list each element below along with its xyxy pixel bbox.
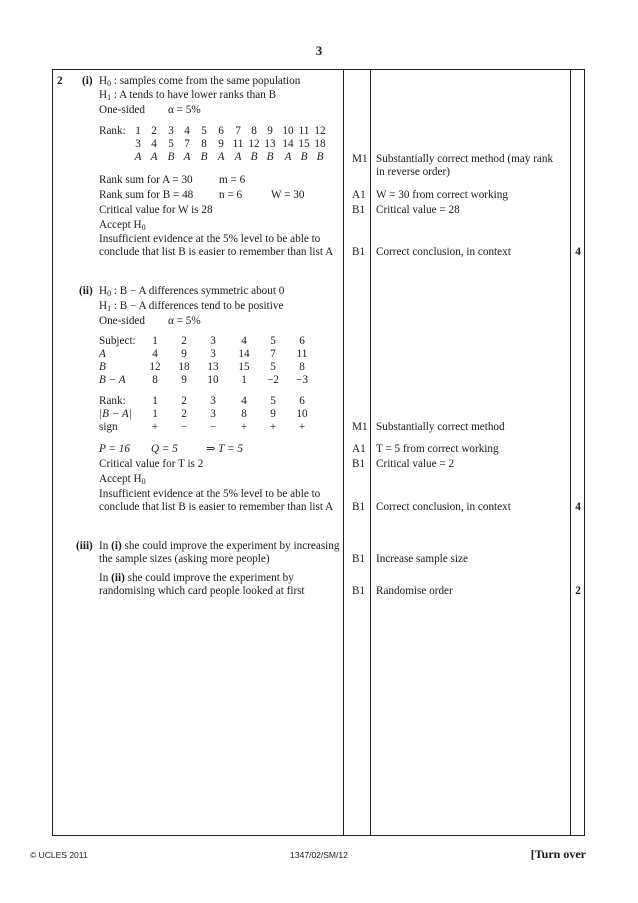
rank-cell: 7 — [235, 125, 241, 137]
part-i-mark-1: M1 — [352, 153, 368, 165]
rank-cell: 12 — [248, 138, 260, 150]
abs-difference-cell: 2 — [181, 408, 187, 420]
sign-cell: + — [269, 421, 277, 433]
sample-letter-cell: B — [200, 151, 208, 163]
part-ii-rank-label: Rank: — [99, 395, 126, 407]
rank-cell: 10 — [282, 125, 294, 137]
sample-letter-cell: A — [234, 151, 242, 163]
part-ii-ba-label: B − A — [99, 374, 126, 386]
divider-comments-total — [570, 69, 571, 836]
sample-letter-cell: A — [183, 151, 191, 163]
subject-cell: 1 — [152, 335, 158, 347]
part-i-mark-2: A1 — [352, 189, 366, 201]
part-ii-mark-1: M1 — [352, 421, 368, 433]
rank-cell: 8 — [251, 125, 257, 137]
question-number: 2 — [57, 75, 63, 87]
part-i-comment-2: in reverse order) — [376, 166, 450, 178]
part-ii-h1: $H_1$ : B − A differences tend to be positive — [99, 300, 284, 313]
part-iii-line-4: randomising which card people looked at first — [99, 585, 305, 597]
rank-cell: 4 — [184, 125, 190, 137]
sample-letter-cell: A — [134, 151, 142, 163]
sample-letter-cell: A — [150, 151, 158, 163]
part-i-mark-4: B1 — [352, 246, 366, 258]
rank-cell: 11 — [232, 138, 244, 150]
part-iii-mark-1: B1 — [352, 553, 366, 565]
a-value-cell: 4 — [152, 348, 158, 360]
part-i-rank-sum-b: Rank sum for B = 48 — [99, 189, 194, 201]
part-i-conclusion-1: Insufficient evidence at the 5% level to be able to — [99, 233, 321, 245]
part-i-critical: Critical value for W is 28 — [99, 204, 213, 216]
rank-cell: 3 — [135, 138, 141, 150]
difference-cell: −3 — [296, 374, 308, 386]
part-ii-comment-3: Critical value = 2 — [376, 458, 455, 470]
part-i-n: n = 6 — [219, 189, 243, 201]
rank-cell: 14 — [282, 138, 294, 150]
abs-difference-cell: 1 — [152, 408, 158, 420]
b-value-cell: 8 — [299, 361, 305, 373]
part-ii-mark-4: B1 — [352, 501, 366, 513]
rank-cell: 9 — [267, 125, 273, 137]
divider-marks-comments — [370, 69, 371, 836]
subject-cell: 5 — [270, 335, 276, 347]
part-i-mark-3: B1 — [352, 204, 366, 216]
sample-letter-cell: B — [250, 151, 258, 163]
a-value-cell: 7 — [270, 348, 276, 360]
part-i-label: (i) — [82, 75, 93, 87]
rank-cell: 11 — [298, 125, 310, 137]
b-value-cell: 12 — [149, 361, 161, 373]
part-i-h0: $H_0$ : samples come from the same population — [99, 75, 301, 88]
part-ii-comment-4: Correct conclusion, in context — [376, 501, 511, 513]
rank-cell: 6 — [218, 125, 224, 137]
part-i-rank-grid — [130, 125, 340, 164]
sample-letter-cell: B — [300, 151, 308, 163]
part-ii-p: P = 16 — [99, 443, 130, 455]
sample-letter-cell: B — [167, 151, 175, 163]
difference-cell: 1 — [241, 374, 247, 386]
part-ii-q: Q = 5 — [151, 443, 178, 455]
abs-difference-cell: 3 — [210, 408, 216, 420]
footer-code: 1347/02/SM/12 — [290, 850, 348, 860]
page-number: 3 — [315, 43, 323, 58]
rank-cell: 15 — [298, 138, 310, 150]
rank-cell: 3 — [210, 395, 216, 407]
part-iii-line-3: In (ii) she could improve the experiment by — [99, 572, 294, 584]
part-i-comment-5: Correct conclusion, in context — [376, 246, 511, 258]
abs-difference-cell: 9 — [270, 408, 276, 420]
rank-cell: 1 — [152, 395, 158, 407]
rank-cell: 2 — [151, 125, 157, 137]
part-iii-mark-2: B1 — [352, 585, 366, 597]
part-ii-label: (ii) — [79, 285, 93, 297]
b-value-cell: 18 — [178, 361, 190, 373]
divider-answer-marks — [343, 69, 344, 836]
part-iii-line-2: the sample sizes (asking more people) — [99, 553, 270, 565]
sign-cell: + — [298, 421, 306, 433]
rank-cell: 13 — [264, 138, 276, 150]
sample-letter-cell: A — [217, 151, 225, 163]
b-value-cell: 5 — [270, 361, 276, 373]
part-i-rank-label: Rank: — [99, 125, 126, 137]
part-ii-one-sided: One-sided — [99, 315, 145, 327]
part-ii-b-label: B — [99, 361, 106, 373]
abs-difference-cell: 10 — [296, 408, 308, 420]
part-iii-line-1: In (i) she could improve the experiment by increasing — [99, 540, 340, 552]
sample-letter-cell: B — [316, 151, 324, 163]
part-iii-comment-2: Randomise order — [376, 585, 453, 597]
rank-cell: 2 — [181, 395, 187, 407]
rank-cell: 6 — [299, 395, 305, 407]
part-i-w: W = 30 — [271, 189, 305, 201]
subject-cell: 4 — [241, 335, 247, 347]
part-iii-total: 2 — [575, 585, 581, 597]
part-i-alpha: α = 5% — [168, 104, 201, 116]
part-ii-sign-label: sign — [99, 421, 118, 433]
subject-cell: 3 — [210, 335, 216, 347]
turn-over: [Turn over — [530, 847, 586, 861]
part-i-comment-3: W = 30 from correct working — [376, 189, 508, 201]
sign-cell: − — [209, 421, 217, 433]
rank-cell: 3 — [168, 125, 174, 137]
part-ii-subject-grid — [140, 335, 330, 387]
difference-cell: −2 — [267, 374, 279, 386]
part-ii-mark-3: B1 — [352, 458, 366, 470]
sample-letter-cell: B — [266, 151, 274, 163]
part-ii-a-label: A — [99, 348, 106, 360]
part-iii-label: (iii) — [76, 540, 93, 552]
rank-cell: 9 — [218, 138, 224, 150]
part-ii-t: ⇒ T = 5 — [206, 443, 243, 455]
subject-cell: 6 — [299, 335, 305, 347]
part-i-rank-sum-a: Rank sum for A = 30 — [99, 174, 193, 186]
part-i-conclusion-2: conclude that list B is easier to remember than list A — [99, 246, 334, 258]
part-ii-h0: $H_0$ : B − A differences symmetric about 0 — [99, 285, 285, 298]
part-ii-abs-label: |B − A| — [99, 408, 132, 420]
part-ii-mark-2: A1 — [352, 443, 366, 455]
part-i-total: 4 — [575, 246, 581, 258]
part-ii-critical: Critical value for T is 2 — [99, 458, 204, 470]
part-i-accept: Accept $H_0$ — [99, 219, 146, 232]
part-ii-conclusion-2: conclude that list B is easier to remember than list A — [99, 501, 334, 513]
b-value-cell: 13 — [207, 361, 219, 373]
rank-cell: 18 — [314, 138, 326, 150]
b-value-cell: 15 — [238, 361, 250, 373]
difference-cell: 9 — [181, 374, 187, 386]
subject-cell: 2 — [181, 335, 187, 347]
footer-copyright: © UCLES 2011 — [30, 850, 88, 860]
rank-cell: 12 — [314, 125, 326, 137]
a-value-cell: 3 — [210, 348, 216, 360]
rank-cell: 5 — [168, 138, 174, 150]
part-i-one-sided: One-sided — [99, 104, 145, 116]
a-value-cell: 9 — [181, 348, 187, 360]
rank-cell: 4 — [151, 138, 157, 150]
part-i-m: m = 6 — [219, 174, 246, 186]
sign-cell: − — [180, 421, 188, 433]
rank-cell: 5 — [270, 395, 276, 407]
rank-cell: 8 — [201, 138, 207, 150]
part-iii-comment-1: Increase sample size — [376, 553, 468, 565]
part-ii-accept: Accept $H_0$ — [99, 473, 146, 486]
a-value-cell: 11 — [296, 348, 308, 360]
a-value-cell: 14 — [238, 348, 250, 360]
part-ii-alpha: α = 5% — [168, 315, 201, 327]
rank-cell: 7 — [184, 138, 190, 150]
part-i-comment-1: Substantially correct method (may rank — [376, 153, 554, 165]
rank-cell: 5 — [201, 125, 207, 137]
rank-cell: 4 — [241, 395, 247, 407]
part-ii-subject-label: Subject: — [99, 335, 136, 347]
abs-difference-cell: 8 — [241, 408, 247, 420]
part-i-h1: $H_1$ : A tends to have lower ranks than B — [99, 89, 277, 102]
part-ii-total: 4 — [575, 501, 581, 513]
sample-letter-cell: A — [284, 151, 292, 163]
rank-cell: 1 — [135, 125, 141, 137]
sign-cell: + — [240, 421, 248, 433]
part-ii-comment-1: Substantially correct method — [376, 421, 505, 433]
difference-cell: 8 — [152, 374, 158, 386]
part-i-comment-4: Critical value = 28 — [376, 204, 460, 216]
part-ii-rank-grid — [140, 395, 330, 434]
difference-cell: 10 — [207, 374, 219, 386]
part-ii-conclusion-1: Insufficient evidence at the 5% level to be able to — [99, 488, 321, 500]
sign-cell: + — [151, 421, 159, 433]
part-ii-comment-2: T = 5 from correct working — [376, 443, 499, 455]
